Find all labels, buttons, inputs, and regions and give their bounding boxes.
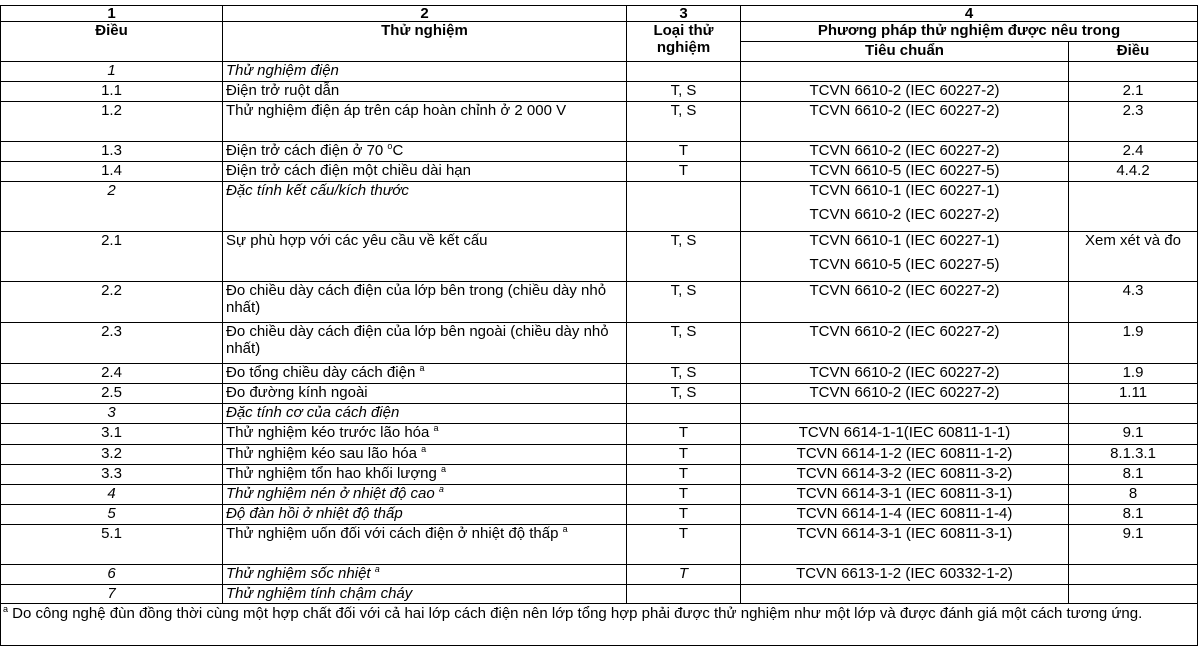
row-dieu: 1 xyxy=(1,62,223,82)
row-test xyxy=(223,445,627,465)
row-clause: 2.3 xyxy=(1069,102,1198,142)
row-test: Thử nghiệm tính chậm cháy xyxy=(223,585,627,604)
row-clause xyxy=(1069,585,1198,604)
row-clause: 8 xyxy=(1069,485,1198,505)
row-standard xyxy=(741,585,1069,604)
footnote-marker: a xyxy=(433,423,439,433)
row-clause: 8.1.3.1 xyxy=(1069,445,1198,465)
row-test xyxy=(223,525,627,565)
row-test: Điện trở ruột dẫn xyxy=(223,82,627,102)
row-standard xyxy=(741,62,1069,82)
row-test-text: Thử nghiệm kéo trước lão hóa xyxy=(226,424,434,441)
row-test: Đặc tính cơ của cách điện xyxy=(223,404,627,424)
row-type: T xyxy=(627,424,741,445)
table-row xyxy=(1,282,1198,323)
row-standard: TCVN 6613-1-2 (IEC 60332-1-2) xyxy=(741,565,1069,585)
col-number-3: 3 xyxy=(627,6,741,22)
test-table xyxy=(0,5,1198,646)
row-test-text: Thử nghiệm uốn đối với cách điện ở nhiệt độ thấp xyxy=(226,525,563,542)
row-standard xyxy=(741,404,1069,424)
row-test-text: Thử nghiệm tổn hao khối lượng xyxy=(226,465,442,482)
row-dieu: 3.3 xyxy=(1,465,223,485)
table-row xyxy=(1,62,1198,82)
header-dieu: Điều xyxy=(1,22,223,62)
row-test xyxy=(223,465,627,485)
row-test: Thử nghiệm điện áp trên cáp hoàn chỉnh ở 2 000 V xyxy=(223,102,627,142)
row-standard: TCVN 6614-1-2 (IEC 60811-1-2) xyxy=(741,445,1069,465)
header-loai-line1: Loại thử xyxy=(653,22,714,39)
row-type: T xyxy=(627,525,741,565)
row-dieu: 4 xyxy=(1,485,223,505)
row-type: T xyxy=(627,465,741,485)
table-row xyxy=(1,182,1198,232)
row-standard: TCVN 6614-3-2 (IEC 60811-3-2) xyxy=(741,465,1069,485)
row-standard-1: TCVN 6610-1 (IEC 60227-1) xyxy=(809,232,1000,249)
row-clause xyxy=(1069,182,1198,232)
header-dieu-sub: Điều xyxy=(1069,42,1198,62)
table-row xyxy=(1,505,1198,525)
row-type: T, S xyxy=(627,323,741,364)
row-clause: 9.1 xyxy=(1069,525,1198,565)
row-clause: 1.11 xyxy=(1069,384,1198,404)
row-clause: 8.1 xyxy=(1069,465,1198,485)
row-test xyxy=(223,142,627,162)
row-standard: TCVN 6610-2 (IEC 60227-2) xyxy=(741,82,1069,102)
row-type: T xyxy=(627,565,741,585)
row-test xyxy=(223,424,627,445)
row-type: T xyxy=(627,505,741,525)
row-standard: TCVN 6614-3-1 (IEC 60811-3-1) xyxy=(741,485,1069,505)
row-dieu: 7 xyxy=(1,585,223,604)
table-row xyxy=(1,82,1198,102)
row-dieu: 1.2 xyxy=(1,102,223,142)
row-clause xyxy=(1069,565,1198,585)
table-row xyxy=(1,162,1198,182)
row-dieu: 6 xyxy=(1,565,223,585)
row-standard-2: TCVN 6610-2 (IEC 60227-2) xyxy=(809,206,1000,223)
row-clause: 2.1 xyxy=(1069,82,1198,102)
row-dieu: 3.1 xyxy=(1,424,223,445)
row-standard: TCVN 6610-2 (IEC 60227-2) xyxy=(741,384,1069,404)
footnote-marker: a xyxy=(421,444,427,454)
table-row xyxy=(1,364,1198,384)
row-type: T xyxy=(627,162,741,182)
row-standard-1: TCVN 6610-1 (IEC 60227-1) xyxy=(809,182,1000,199)
footnote-marker: a xyxy=(419,363,425,373)
row-standard: TCVN 6610-2 (IEC 60227-2) xyxy=(741,102,1069,142)
row-standard: TCVN 6614-1-4 (IEC 60811-1-4) xyxy=(741,505,1069,525)
row-dieu: 2.4 xyxy=(1,364,223,384)
row-type: T, S xyxy=(627,282,741,323)
footnote-marker: a xyxy=(438,484,444,494)
footnote-marker: a xyxy=(562,524,568,534)
row-type: T, S xyxy=(627,232,741,282)
row-dieu: 2.5 xyxy=(1,384,223,404)
footnote-marker: a xyxy=(441,464,447,474)
col-number-4: 4 xyxy=(741,6,1198,22)
table-row xyxy=(1,323,1198,364)
row-type: T xyxy=(627,142,741,162)
row-standard: TCVN 6610-5 (IEC 60227-5) xyxy=(741,162,1069,182)
row-clause: 1.9 xyxy=(1069,323,1198,364)
row-test: Điện trở cách điện một chiều dài hạn xyxy=(223,162,627,182)
row-dieu: 1.4 xyxy=(1,162,223,182)
row-clause: 4.4.2 xyxy=(1069,162,1198,182)
row-clause: 1.9 xyxy=(1069,364,1198,384)
row-test-text: Thử nghiệm nén ở nhiệt độ cao xyxy=(226,485,439,502)
row-clause xyxy=(1069,404,1198,424)
row-test-unit: C xyxy=(392,142,404,159)
row-type: T, S xyxy=(627,82,741,102)
row-dieu: 3 xyxy=(1,404,223,424)
footnote-text: Do công nghệ đùn đồng thời cùng một hợp chất đối với cả hai lớp cách điện nên lớp tổng hợp phải được thử nghiệm như một lớp và được đánh giá một cách tương ứng. xyxy=(8,605,1143,622)
table-row xyxy=(1,585,1198,604)
row-dieu: 1.1 xyxy=(1,82,223,102)
test-table-container xyxy=(0,5,1200,646)
row-clause: 4.3 xyxy=(1069,282,1198,323)
row-dieu: 5.1 xyxy=(1,525,223,565)
row-test: Sự phù hợp với các yêu cầu về kết cấu xyxy=(223,232,627,282)
row-type xyxy=(627,585,741,604)
row-clause: Xem xét và đo xyxy=(1069,232,1198,282)
table-row xyxy=(1,465,1198,485)
row-test: Đo chiều dày cách điện của lớp bên ngoài (chiều dày nhỏ nhất) xyxy=(223,323,627,364)
row-type: T xyxy=(627,485,741,505)
row-test-text: Thử nghiệm sốc nhiệt xyxy=(226,565,375,582)
row-test xyxy=(223,364,627,384)
header-tieu-chuan: Tiêu chuẩn xyxy=(741,42,1069,62)
row-type: T, S xyxy=(627,364,741,384)
table-row xyxy=(1,424,1198,445)
table-row xyxy=(1,485,1198,505)
table-row xyxy=(1,445,1198,465)
row-standard xyxy=(741,182,1069,232)
header-phuong-phap: Phương pháp thử nghiệm được nêu trong xyxy=(741,22,1198,42)
row-standard: TCVN 6614-1-1(IEC 60811-1-1) xyxy=(741,424,1069,445)
table-row xyxy=(1,565,1198,585)
row-dieu: 2.2 xyxy=(1,282,223,323)
table-row xyxy=(1,232,1198,282)
row-clause xyxy=(1069,62,1198,82)
row-test-text: Đo tổng chiều dày cách điện xyxy=(226,364,420,381)
footnote-marker: a xyxy=(374,564,380,574)
row-standard: TCVN 6610-2 (IEC 60227-2) xyxy=(741,364,1069,384)
row-dieu: 1.3 xyxy=(1,142,223,162)
row-type: T, S xyxy=(627,384,741,404)
row-clause: 9.1 xyxy=(1069,424,1198,445)
table-row xyxy=(1,525,1198,565)
table-row xyxy=(1,142,1198,162)
table-row xyxy=(1,404,1198,424)
row-standard-2: TCVN 6610-5 (IEC 60227-5) xyxy=(809,256,1000,273)
row-test: Độ đàn hồi ở nhiệt độ thấp xyxy=(223,505,627,525)
row-dieu: 3.2 xyxy=(1,445,223,465)
row-dieu: 2 xyxy=(1,182,223,232)
header-loai-line2: nghiệm xyxy=(656,39,711,56)
row-clause: 2.4 xyxy=(1069,142,1198,162)
row-type: T, S xyxy=(627,102,741,142)
row-type xyxy=(627,404,741,424)
row-test xyxy=(223,485,627,505)
col-number-2: 2 xyxy=(223,6,627,22)
row-test-text: Điện trở cách điện ở 70 xyxy=(226,142,388,159)
row-dieu: 2.3 xyxy=(1,323,223,364)
row-standard xyxy=(741,232,1069,282)
table-row xyxy=(1,384,1198,404)
row-type: T xyxy=(627,445,741,465)
row-test: Đặc tính kết cấu/kích thước xyxy=(223,182,627,232)
row-test: Thử nghiệm điện xyxy=(223,62,627,82)
col-number-1: 1 xyxy=(1,6,223,22)
footnote-row xyxy=(1,604,1198,646)
row-type xyxy=(627,182,741,232)
row-test-text: Thử nghiệm kéo sau lão hóa xyxy=(226,445,422,462)
header-thu-nghiem: Thử nghiệm xyxy=(223,22,627,62)
degree-superscript: o xyxy=(387,141,393,151)
footnote-marker: a xyxy=(3,604,9,614)
row-clause: 8.1 xyxy=(1069,505,1198,525)
row-standard: TCVN 6610-2 (IEC 60227-2) xyxy=(741,142,1069,162)
header-loai-thu-nghiem xyxy=(627,22,741,62)
row-dieu: 2.1 xyxy=(1,232,223,282)
row-test: Đo chiều dày cách điện của lớp bên trong (chiều dày nhỏ nhất) xyxy=(223,282,627,323)
row-type xyxy=(627,62,741,82)
row-dieu: 5 xyxy=(1,505,223,525)
table-row xyxy=(1,102,1198,142)
row-standard: TCVN 6610-2 (IEC 60227-2) xyxy=(741,282,1069,323)
row-standard: TCVN 6614-3-1 (IEC 60811-3-1) xyxy=(741,525,1069,565)
column-number-row xyxy=(1,6,1198,22)
row-standard: TCVN 6610-2 (IEC 60227-2) xyxy=(741,323,1069,364)
row-test: Đo đường kính ngoài xyxy=(223,384,627,404)
header-row-1 xyxy=(1,22,1198,42)
row-test xyxy=(223,565,627,585)
footnote xyxy=(1,604,1198,646)
